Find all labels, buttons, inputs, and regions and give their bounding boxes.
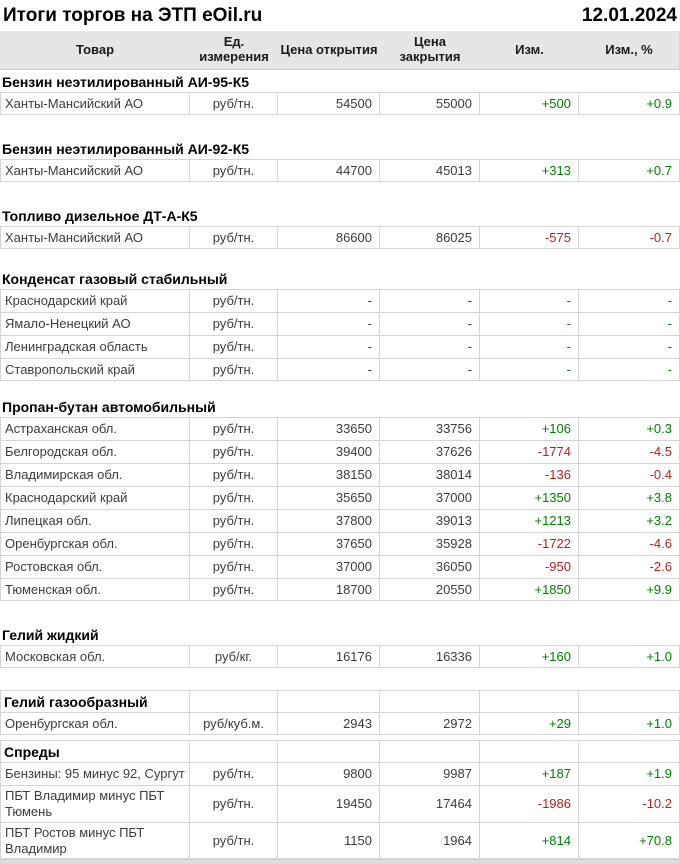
column-header-close: Цена закрытия: [399, 34, 461, 64]
section-title: Гелий газообразный: [0, 690, 190, 712]
cell-unit: руб/тн.: [190, 92, 278, 115]
cell-change: -575: [480, 226, 579, 249]
table-row: [0, 578, 680, 601]
cell-change: +313: [480, 159, 579, 182]
table-row: [0, 417, 680, 440]
cell-open: 86600: [278, 226, 380, 249]
cell-close: 36050: [380, 555, 480, 578]
empty-cell: [278, 740, 380, 762]
cell-close: 37626: [380, 440, 480, 463]
cell-product: Астраханская обл.: [0, 417, 190, 440]
cell-unit: руб/тн.: [190, 555, 278, 578]
cell-open: 2943: [278, 712, 380, 735]
section-title-row: [0, 267, 680, 289]
section-title-row: [0, 204, 680, 226]
section-title-row: [0, 70, 680, 92]
cell-unit: руб/тн.: [190, 440, 278, 463]
report-date: 12.01.2024: [581, 5, 677, 26]
cell-close: 17464: [380, 785, 480, 822]
cell-change_pct: +1.9: [579, 762, 680, 785]
cell-product: Оренбургская обл.: [0, 712, 190, 735]
table-row: [0, 312, 680, 335]
section-gap: [0, 115, 680, 137]
cell-close: 45013: [380, 159, 480, 182]
column-header-open: Цена открытия: [280, 41, 378, 57]
section-title-row: [0, 395, 680, 417]
cell-unit: руб/тн.: [190, 762, 278, 785]
section-title-row: [0, 690, 680, 712]
section-title: Топливо дизельное ДТ-А-К5: [2, 207, 198, 224]
table-row: [0, 486, 680, 509]
empty-cell: [278, 690, 380, 712]
section-title: Бензин неэтилированный АИ-95-К5: [2, 73, 250, 90]
empty-cell: [380, 740, 480, 762]
empty-cell: [190, 690, 278, 712]
cell-change: +160: [480, 645, 579, 668]
cell-change_pct: +9.9: [579, 578, 680, 601]
cell-product: Ханты-Мансийский АО: [0, 159, 190, 182]
cell-open: 39400: [278, 440, 380, 463]
table-row: [0, 645, 680, 668]
cell-open: 19450: [278, 785, 380, 822]
cell-change_pct: -0.4: [579, 463, 680, 486]
column-header-change_pct: Изм., %: [579, 31, 680, 69]
page-title: Итоги торгов на ЭТП eOil.ru: [3, 5, 263, 26]
empty-cell: [480, 690, 579, 712]
cell-product: Оренбургская обл.: [0, 532, 190, 555]
cell-change_pct: -10.2: [579, 785, 680, 822]
cell-close: 37000: [380, 486, 480, 509]
table-row: [0, 509, 680, 532]
cell-change: +106: [480, 417, 579, 440]
table-row: [0, 159, 680, 182]
empty-cell: [190, 740, 278, 762]
table-row: [0, 532, 680, 555]
cell-change: -: [480, 289, 579, 312]
cell-change: -1774: [480, 440, 579, 463]
cell-close: 35928: [380, 532, 480, 555]
cell-change_pct: +0.9: [579, 92, 680, 115]
cell-product: Ханты-Мансийский АО: [0, 92, 190, 115]
cell-change_pct: +1.0: [579, 645, 680, 668]
report-masthead: [0, 0, 680, 31]
cell-change: +1213: [480, 509, 579, 532]
cell-change_pct: +3.2: [579, 509, 680, 532]
cell-change: +187: [480, 762, 579, 785]
table-row: [0, 555, 680, 578]
cell-open: 37650: [278, 532, 380, 555]
cell-unit: руб/тн.: [190, 159, 278, 182]
cell-change_pct: +1.0: [579, 712, 680, 735]
section-title: Гелий жидкий: [2, 626, 99, 643]
section-gap: [0, 182, 680, 204]
cell-open: -: [278, 312, 380, 335]
cell-open: 33650: [278, 417, 380, 440]
cell-change: -: [480, 335, 579, 358]
cell-product: ПБТ Ростов минус ПБТ Владимир: [0, 822, 190, 860]
cell-close: 39013: [380, 509, 480, 532]
cell-open: 44700: [278, 159, 380, 182]
cell-close: -: [380, 358, 480, 381]
cell-change_pct: +3.8: [579, 486, 680, 509]
cell-change: +500: [480, 92, 579, 115]
cell-product: Белгородская обл.: [0, 440, 190, 463]
empty-cell: [579, 690, 680, 712]
cell-open: 1150: [278, 822, 380, 860]
cell-product: Бензины: 95 минус 92, Сургут: [0, 762, 190, 785]
cell-open: 37000: [278, 555, 380, 578]
table-row: [0, 92, 680, 115]
cell-change: -950: [480, 555, 579, 578]
table-row: [0, 762, 680, 785]
table-row: [0, 358, 680, 381]
cell-change: -: [480, 358, 579, 381]
table-row: [0, 335, 680, 358]
cell-product: Краснодарский край: [0, 486, 190, 509]
section-gap: [0, 381, 680, 395]
table-row: [0, 440, 680, 463]
cell-unit: руб/тн.: [190, 226, 278, 249]
section-title: Бензин неэтилированный АИ-92-К5: [2, 140, 250, 157]
cell-close: 55000: [380, 92, 480, 115]
cell-close: -: [380, 335, 480, 358]
cell-open: 16176: [278, 645, 380, 668]
cell-change: -136: [480, 463, 579, 486]
cell-unit: руб/тн.: [190, 532, 278, 555]
table-row: [0, 226, 680, 249]
cell-close: 9987: [380, 762, 480, 785]
cell-product: Ханты-Мансийский АО: [0, 226, 190, 249]
table-row: [0, 785, 680, 822]
section-title-row: [0, 137, 680, 159]
cell-change_pct: +70.8: [579, 822, 680, 860]
section-gap: [0, 601, 680, 623]
empty-cell: [579, 740, 680, 762]
cell-change: +29: [480, 712, 579, 735]
cell-open: 35650: [278, 486, 380, 509]
empty-cell: [380, 690, 480, 712]
cell-product: Владимирская обл.: [0, 463, 190, 486]
cell-product: Ростовская обл.: [0, 555, 190, 578]
cell-change_pct: -2.6: [579, 555, 680, 578]
cell-close: 38014: [380, 463, 480, 486]
cell-change_pct: -: [579, 358, 680, 381]
table-row: [0, 712, 680, 735]
cell-open: 9800: [278, 762, 380, 785]
cell-product: Московская обл.: [0, 645, 190, 668]
cell-change_pct: -0.7: [579, 226, 680, 249]
cell-unit: руб/тн.: [190, 335, 278, 358]
cell-unit: руб/тн.: [190, 289, 278, 312]
cell-change: +814: [480, 822, 579, 860]
cell-close: 20550: [380, 578, 480, 601]
cell-change: -: [480, 312, 579, 335]
cell-open: -: [278, 335, 380, 358]
cell-product: Ставропольский край: [0, 358, 190, 381]
section-gap: [0, 668, 680, 690]
empty-cell: [480, 740, 579, 762]
cell-product: Липецкая обл.: [0, 509, 190, 532]
cell-change_pct: -: [579, 312, 680, 335]
cell-unit: руб/тн.: [190, 417, 278, 440]
cell-change_pct: -4.6: [579, 532, 680, 555]
cell-product: Краснодарский край: [0, 289, 190, 312]
cell-unit: руб/тн.: [190, 312, 278, 335]
cell-unit: руб/кг.: [190, 645, 278, 668]
section-title: Конденсат газовый стабильный: [2, 270, 228, 287]
cell-change: -1986: [480, 785, 579, 822]
cell-change: +1350: [480, 486, 579, 509]
cell-change_pct: -: [579, 335, 680, 358]
cell-change: -1722: [480, 532, 579, 555]
column-header-change: Изм.: [515, 41, 544, 57]
table-row: [0, 463, 680, 486]
cell-unit: руб/тн.: [190, 486, 278, 509]
cell-change_pct: -: [579, 289, 680, 312]
cell-unit: руб/тн.: [190, 509, 278, 532]
section-title-row: [0, 740, 680, 762]
section-title: Спреды: [0, 740, 190, 762]
cell-product: Ямало-Ненецкий АО: [0, 312, 190, 335]
cell-close: -: [380, 312, 480, 335]
table-row: [0, 822, 680, 860]
cell-close: 1964: [380, 822, 480, 860]
cell-open: 18700: [278, 578, 380, 601]
cell-close: 16336: [380, 645, 480, 668]
cell-close: 33756: [380, 417, 480, 440]
cell-close: -: [380, 289, 480, 312]
cell-unit: руб/тн.: [190, 785, 278, 822]
cell-product: Тюменская обл.: [0, 578, 190, 601]
cell-close: 86025: [380, 226, 480, 249]
section-title-row: [0, 623, 680, 645]
cell-open: -: [278, 289, 380, 312]
cell-unit: руб/тн.: [190, 822, 278, 860]
column-header-unit: Ед. измерения: [199, 34, 269, 64]
cell-unit: руб/тн.: [190, 358, 278, 381]
cell-close: 2972: [380, 712, 480, 735]
cell-change_pct: +0.7: [579, 159, 680, 182]
cell-change_pct: -4.5: [579, 440, 680, 463]
cell-open: -: [278, 358, 380, 381]
section-gap: [0, 249, 680, 267]
cell-unit: руб/куб.м.: [190, 712, 278, 735]
cell-open: 54500: [278, 92, 380, 115]
cell-product: ПБТ Владимир минус ПБТ Тюмень: [0, 785, 190, 822]
cell-unit: руб/тн.: [190, 463, 278, 486]
table-header-row: [0, 31, 680, 70]
cell-unit: руб/тн.: [190, 578, 278, 601]
section-title: Пропан-бутан автомобильный: [2, 398, 216, 415]
cell-product: Ленинградская область: [0, 335, 190, 358]
cell-change_pct: +0.3: [579, 417, 680, 440]
cell-change: +1850: [480, 578, 579, 601]
table-row: [0, 289, 680, 312]
cell-open: 37800: [278, 509, 380, 532]
column-header-product: Товар: [75, 41, 115, 57]
cell-open: 38150: [278, 463, 380, 486]
bottom-strip: [0, 859, 680, 864]
results-table-body: [0, 70, 680, 859]
